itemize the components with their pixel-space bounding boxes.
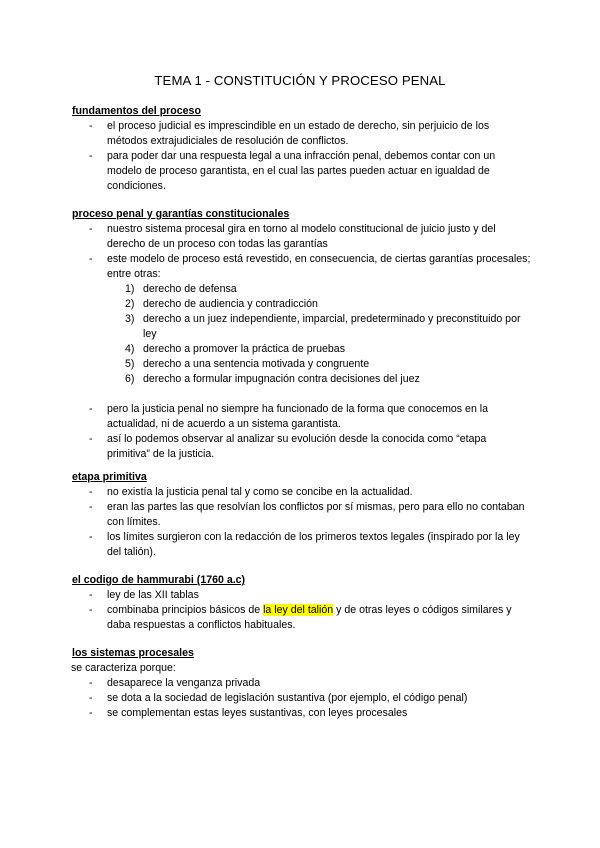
- list-item: - los límites surgieron con la redacción de los primeros textos legales (inspirado por la ley del talión).: [72, 530, 532, 560]
- section-fundamentos: [72, 104, 532, 194]
- item-number: 1): [125, 283, 135, 295]
- list-item: - así lo podemos observar al analizar su evolución desde la conocida como “etapa primitiva” de la justicia.: [72, 432, 532, 462]
- list-item: - se dota a la sociedad de legislación sustantiva (por ejemplo, el código penal): [72, 691, 532, 706]
- numbered-item: [72, 297, 532, 312]
- list-item: [72, 603, 532, 633]
- list-item: - nuestro sistema procesal gira en torno al modelo constitucional de juicio justo y del derecho de un proceso con todas las garantías: [72, 222, 532, 252]
- page-title: TEMA 1 - CONSTITUCIÓN Y PROCESO PENAL: [154, 73, 446, 88]
- item-text: derecho a un juez independiente, imparcial, predeterminado y preconstituido por ley: [143, 313, 521, 340]
- numbered-item: [72, 357, 532, 372]
- list-item: - pero la justicia penal no siempre ha funcionado de la forma que conocemos en la actualidad, ni de acuerdo a un sistema garantista.: [72, 402, 532, 432]
- list-item: - desaparece la venganza privada: [72, 676, 532, 691]
- bullet-list: [72, 676, 532, 721]
- numbered-item: [72, 372, 532, 387]
- item-text: combinaba principios básicos de: [107, 604, 264, 616]
- list-item: - no existía la justicia penal tal y como se concibe en la actualidad.: [72, 485, 532, 500]
- item-number: 5): [125, 358, 135, 370]
- bullet-list: [72, 402, 532, 462]
- spacer: [72, 387, 532, 402]
- highlighted-text: la ley del talión: [263, 604, 334, 616]
- bullet-list: [72, 588, 532, 633]
- section-heading: proceso penal y garantías constitucionales: [72, 208, 290, 220]
- numbered-item: [72, 312, 532, 342]
- section-heading: el codigo de hammurabi (1760 a.c): [72, 574, 246, 586]
- section-proceso-penal: [72, 207, 532, 462]
- list-item: - para poder dar una respuesta legal a una infracción penal, debemos contar con un modelo de proceso garantista, en el cual las partes pueden actuar en igualdad de condiciones.: [72, 149, 532, 194]
- list-item: - eran las partes las que resolvían los conflictos por sí mismas, pero para ello no contaban con límites.: [72, 500, 532, 530]
- item-text: derecho de defensa: [143, 283, 237, 295]
- item-text: derecho a promover la práctica de pruebas: [143, 343, 345, 355]
- item-text: derecho a una sentencia motivada y congruente: [143, 358, 370, 370]
- bullet-list: [72, 485, 532, 560]
- list-item: - se complementan estas leyes sustantivas, con leyes procesales: [72, 706, 532, 721]
- list-item: - el proceso judicial es imprescindible en un estado de derecho, sin perjuicio de los métodos extrajudiciales de resolución de conflictos.: [72, 119, 532, 149]
- item-text: y de otras leyes o códigos similares y daba respuestas a conflictos habituales.: [107, 604, 512, 631]
- numbered-list: [72, 282, 532, 387]
- section-heading: los sistemas procesales: [72, 647, 194, 659]
- bullet-list: [72, 119, 532, 194]
- list-item: - ley de las XII tablas: [72, 588, 532, 603]
- numbered-item: [72, 342, 532, 357]
- section-heading: fundamentos del proceso: [72, 105, 201, 117]
- item-number: 6): [125, 373, 135, 385]
- section-heading: etapa primitiva: [72, 471, 147, 483]
- item-number: 2): [125, 298, 135, 310]
- bullet-list: [72, 222, 532, 282]
- section-hammurabi: [72, 573, 532, 633]
- section-sistemas-procesales: [72, 646, 532, 721]
- numbered-item: [72, 282, 532, 297]
- item-text: derecho a formular impugnación contra decisiones del juez: [143, 373, 420, 385]
- item-number: 3): [125, 313, 135, 325]
- item-text: derecho de audiencia y contradicción: [143, 298, 318, 310]
- list-item: - este modelo de proceso está revestido, en consecuencia, de ciertas garantías procesales; entre otras:: [72, 252, 532, 282]
- section-intro: se caracteriza porque:: [71, 662, 176, 674]
- item-number: 4): [125, 343, 135, 355]
- section-etapa-primitiva: [72, 470, 532, 560]
